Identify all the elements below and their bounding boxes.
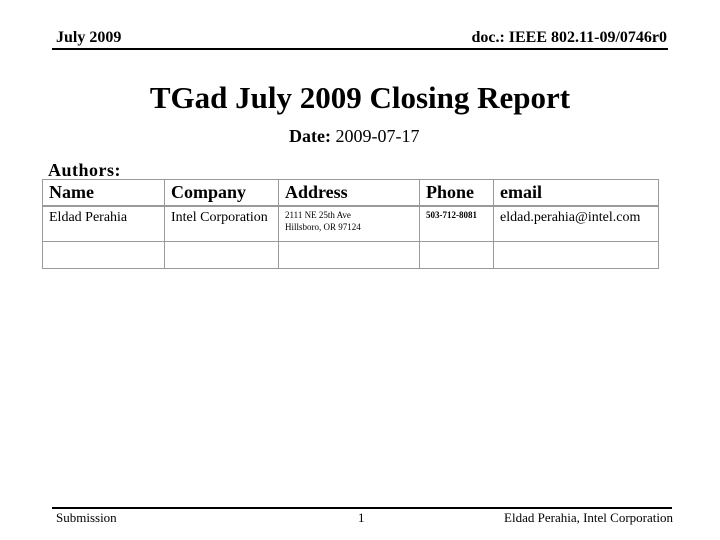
author-address xyxy=(279,206,420,242)
date-label: Date: xyxy=(289,126,331,146)
date-value: 2009-07-17 xyxy=(335,126,420,146)
column-header-company: Company xyxy=(165,180,279,207)
footer-author: Eldad Perahia, Intel Corporation xyxy=(504,510,673,525)
author-email: eldad.perahia@intel.com xyxy=(494,206,659,242)
empty-cell xyxy=(43,242,165,269)
author-company: Intel Corporation xyxy=(165,206,279,242)
column-header-email: email xyxy=(494,180,659,207)
header-date: July 2009 xyxy=(56,29,122,46)
footer-divider xyxy=(52,507,672,509)
authors-label: Authors: xyxy=(48,160,122,180)
footer-submission: Submission xyxy=(56,510,117,525)
column-header-phone: Phone xyxy=(420,180,494,207)
empty-cell xyxy=(494,242,659,269)
author-address-line1: 2111 NE 25th Ave xyxy=(285,210,351,220)
empty-cell xyxy=(279,242,420,269)
footer-page-number: 1 xyxy=(358,510,365,525)
authors-table xyxy=(42,179,659,269)
header-doc-id: doc.: IEEE 802.11-09/0746r0 xyxy=(471,29,667,46)
column-header-address: Address xyxy=(279,180,420,207)
empty-cell xyxy=(420,242,494,269)
slide-title: TGad July 2009 Closing Report xyxy=(149,80,571,115)
table-row-empty xyxy=(43,242,659,269)
table-row xyxy=(43,206,659,242)
header-divider xyxy=(52,48,668,50)
date-line xyxy=(289,126,419,147)
author-phone: 503-712-8081 xyxy=(420,206,494,242)
authors-header-row xyxy=(43,180,659,207)
empty-cell xyxy=(165,242,279,269)
author-name: Eldad Perahia xyxy=(43,206,165,242)
author-address-line2: Hillsboro, OR 97124 xyxy=(285,222,361,232)
column-header-name: Name xyxy=(43,180,165,207)
